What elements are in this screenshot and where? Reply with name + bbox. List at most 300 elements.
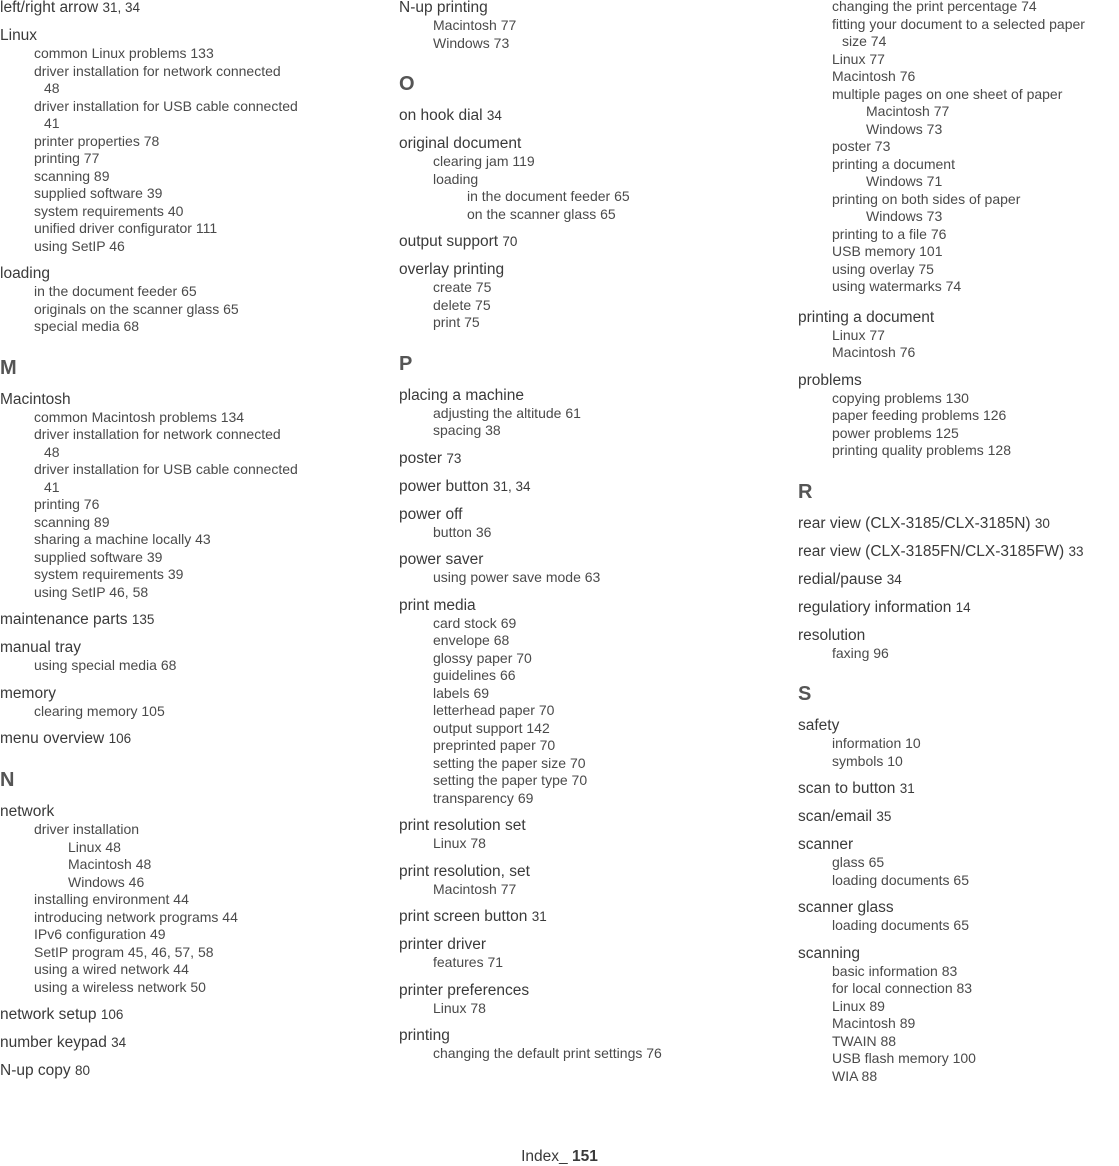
entry-pages: 31, 34 <box>102 0 141 15</box>
subentry-text: Macintosh 77 <box>433 17 517 33</box>
subentry-text: printer properties 78 <box>34 132 160 149</box>
index-entry <box>399 981 789 1018</box>
index-subentry <box>399 314 789 332</box>
index-subentry <box>0 909 390 927</box>
entry-term: output support <box>399 233 499 250</box>
entry-term-line <box>798 514 1119 533</box>
index-subentry <box>0 821 390 839</box>
subentry-text: guidelines 66 <box>433 667 516 683</box>
index-subentry <box>798 753 1119 771</box>
subentry-text: Macintosh 89 <box>832 1015 916 1031</box>
index-subentry <box>798 191 1119 209</box>
index-subentry <box>798 980 1119 998</box>
index-subentry <box>399 569 789 587</box>
subentry-text: print 75 <box>433 314 480 330</box>
index-subentry <box>798 226 1119 244</box>
subentry-text: driver installation for network connected <box>34 62 281 79</box>
entry-term-line <box>798 944 1119 963</box>
section-letter: O <box>399 73 415 95</box>
subentry-text: Macintosh 76 <box>832 344 916 360</box>
entry-term-line <box>0 1005 390 1024</box>
entry-term-line <box>798 716 1119 735</box>
index-subsubentry: Linux 48 <box>68 838 121 855</box>
index-subentry <box>0 220 390 238</box>
entry-term: power saver <box>399 551 484 568</box>
entry-term-line <box>399 505 789 524</box>
subentry-text: IPv6 configuration 49 <box>34 926 166 942</box>
index-entry <box>0 26 390 255</box>
entry-term-line <box>399 816 789 835</box>
index-subentry <box>798 51 1119 69</box>
index-entry <box>399 935 789 972</box>
entry-term: scanner glass <box>798 899 894 916</box>
subentry-text: Macintosh 76 <box>832 68 916 84</box>
entry-term-line <box>0 610 390 629</box>
subentry-text: common Linux problems 133 <box>34 45 214 61</box>
index-subentry <box>798 645 1119 663</box>
index-entry <box>399 596 789 808</box>
subentry-continuation: 48 <box>44 80 60 96</box>
entry-term-line <box>798 835 1119 854</box>
entry-term: poster <box>399 449 443 467</box>
index-subentry <box>798 16 1119 51</box>
subentry-text: for local connection 83 <box>832 980 973 996</box>
entry-term-line <box>0 638 390 657</box>
subentry-continuation: 41 <box>44 115 60 131</box>
index-entry <box>798 835 1119 889</box>
index-subentry <box>399 153 789 171</box>
subentry-text: spacing 38 <box>433 422 501 438</box>
subentry-continuation: 48 <box>44 443 60 460</box>
index-subentry <box>399 772 789 790</box>
index-subentry <box>399 405 789 423</box>
subentry-text: card stock 69 <box>433 614 517 631</box>
subentry-text: driver installation for USB cable connected <box>34 461 298 477</box>
index-subentry <box>798 963 1119 981</box>
subentry-text: in the document feeder 65 <box>34 283 197 299</box>
entry-term: loading <box>0 265 50 282</box>
subentry-text: changing the default print settings 76 <box>433 1045 662 1061</box>
subentry-text: common Macintosh problems 134 <box>34 408 245 425</box>
subentry-text: paper feeding problems 126 <box>832 407 1007 423</box>
entry-term: manual tray <box>0 639 81 656</box>
index-subentry <box>0 203 390 221</box>
index-subentry <box>798 442 1119 460</box>
index-subentry <box>798 1050 1119 1068</box>
entry-term: number keypad <box>0 1034 107 1051</box>
subentry-text: preprinted paper 70 <box>433 737 556 753</box>
entry-term: printing a document <box>798 308 935 326</box>
subentry-text: unified driver configurator 111 <box>34 220 218 236</box>
index-subentry <box>399 1000 789 1018</box>
index-subentry <box>798 1068 1119 1086</box>
entry-term-line <box>0 264 390 283</box>
entry-term-line <box>0 0 390 17</box>
subentry-text: USB memory 101 <box>832 243 943 259</box>
entry-term-line <box>399 477 789 496</box>
subentry-text: loading documents 65 <box>832 871 969 888</box>
index-subsubentry: in the document feeder 65 <box>467 188 630 204</box>
index-subentry <box>399 685 789 703</box>
subentry-text: printing a document <box>832 155 955 172</box>
entry-term: problems <box>798 371 862 389</box>
index-entry <box>399 505 789 542</box>
subentry-text: WIA 88 <box>832 1067 878 1084</box>
entry-term: safety <box>798 717 840 734</box>
index-subentry <box>0 98 390 133</box>
entry-pages: 14 <box>955 599 971 615</box>
subentry-text: driver installation for USB cable connected <box>34 97 298 114</box>
index-subentry <box>399 667 789 685</box>
subentry-text: Linux 77 <box>832 326 885 343</box>
entry-term: original document <box>399 135 522 152</box>
subentry-text: labels 69 <box>433 684 490 701</box>
index-entry <box>798 807 1119 826</box>
subentry-text: poster 73 <box>832 138 891 154</box>
index-subentry <box>0 514 390 532</box>
index-subentry <box>0 461 390 496</box>
subentry-text: driver installation <box>34 821 140 837</box>
subentry-text: changing the print percentage 74 <box>832 0 1037 14</box>
page-footer <box>0 1148 1119 1166</box>
entry-term-line <box>0 390 390 409</box>
subentry-text: button 36 <box>433 523 492 540</box>
entry-pages: 80 <box>74 1063 90 1078</box>
entry-term: on hook dial <box>399 107 483 124</box>
index-entry <box>0 684 390 721</box>
index-subentry <box>798 156 1119 174</box>
entry-term-line <box>0 729 390 748</box>
subentry-text: special media 68 <box>34 318 140 334</box>
subentry-text: SetIP program 45, 46, 57, 58 <box>34 943 214 960</box>
index-subentry <box>0 549 390 567</box>
entry-pages: 34 <box>886 571 902 587</box>
entry-term: print media <box>399 596 476 614</box>
entry-term: Macintosh <box>0 390 71 408</box>
entry-term-line <box>399 981 789 1000</box>
index-entry <box>0 0 390 17</box>
entry-term-line <box>0 1061 390 1080</box>
subentry-text: using watermarks 74 <box>832 278 962 294</box>
subentry-text: using overlay 75 <box>832 260 934 277</box>
subentry-text: printing to a file 76 <box>832 225 947 242</box>
section-letter: N <box>0 769 15 791</box>
index-entry <box>798 371 1119 460</box>
subentry-text: copying problems 130 <box>832 389 969 406</box>
index-subsubentry: on the scanner glass 65 <box>467 205 616 222</box>
index-subentry <box>0 926 390 944</box>
index-column-3 <box>798 0 1119 1094</box>
entry-term-line <box>798 779 1119 798</box>
section-letter: M <box>0 356 17 379</box>
entry-term-line <box>0 684 390 703</box>
subentry-text: Windows 73 <box>433 34 510 51</box>
subentry-text: faxing 96 <box>832 644 889 661</box>
entry-term: left/right arrow <box>0 0 99 16</box>
entry-pages: 31 <box>531 909 547 924</box>
index-subentry <box>399 524 789 542</box>
entry-term: print screen button <box>399 908 528 925</box>
entry-term-line <box>798 570 1119 589</box>
index-entry <box>798 779 1119 798</box>
entry-term-line <box>399 596 789 615</box>
index-subentry <box>798 872 1119 890</box>
index-subentry <box>798 425 1119 443</box>
index-subentry <box>798 86 1119 104</box>
index-subentry <box>0 584 390 602</box>
index-subentry <box>0 238 390 256</box>
entry-term: rear view (CLX-3185/CLX-3185N) <box>798 514 1031 532</box>
index-subsubentry: Windows 73 <box>866 208 943 224</box>
entry-pages: 70 <box>502 234 518 249</box>
subentry-text: clearing memory 105 <box>34 702 165 719</box>
index-subentry <box>399 632 789 650</box>
subentry-text: USB flash memory 100 <box>832 1050 976 1066</box>
subentry-text: setting the paper type 70 <box>433 772 588 788</box>
subentry-text: printing 76 <box>34 496 100 512</box>
entry-term-line <box>798 542 1119 561</box>
index-subentry <box>399 279 789 297</box>
subentry-text: introducing network programs 44 <box>34 908 238 925</box>
index-subentry <box>798 0 1119 16</box>
entry-term-line <box>0 1033 390 1052</box>
subentry-text: symbols 10 <box>832 752 903 769</box>
index-column-1 <box>0 0 390 1089</box>
entry-term: Linux <box>0 27 38 44</box>
entry-term: network setup <box>0 1006 97 1023</box>
index-subentry <box>798 390 1119 408</box>
entry-term: rear view (CLX-3185FN/CLX-3185FW) <box>798 542 1065 560</box>
subentry-text: setting the paper size 70 <box>433 754 586 771</box>
index-subsubentry: Macintosh 77 <box>866 103 950 119</box>
index-entry <box>399 260 789 332</box>
subentry-text: system requirements 39 <box>34 566 184 582</box>
entry-term: scanning <box>798 944 861 962</box>
index-subentry <box>0 301 390 319</box>
entry-term: print resolution, set <box>399 862 530 880</box>
subentry-text: Macintosh 77 <box>433 880 517 897</box>
index-subentry <box>0 657 390 675</box>
entry-pages: 33 <box>1068 543 1084 559</box>
index-entry <box>798 514 1119 533</box>
entry-term: power button <box>399 477 489 495</box>
subentry-text: using SetIP 46, 58 <box>34 583 149 600</box>
index-subentry <box>798 243 1119 261</box>
index-entry <box>399 106 789 125</box>
index-entry <box>0 729 390 748</box>
subentry-text: originals on the scanner glass 65 <box>34 300 239 317</box>
index-subentry <box>399 881 789 899</box>
subentry-text: printing quality problems 128 <box>832 442 1011 458</box>
subentry-text: delete 75 <box>433 296 491 313</box>
subentry-text: Linux 78 <box>433 835 486 851</box>
subentry-text: Linux 89 <box>832 997 885 1014</box>
entry-term: scan/email <box>798 808 873 825</box>
index-subentry <box>798 344 1119 362</box>
index-subentry <box>0 979 390 997</box>
index-subentry <box>399 171 789 189</box>
index-subentry <box>0 45 390 63</box>
index-entry <box>798 898 1119 935</box>
entry-term: printer driver <box>399 936 486 953</box>
subentry-text: driver installation for network connected <box>34 426 281 442</box>
entry-term-line <box>399 550 789 569</box>
index-entry <box>399 0 789 52</box>
index-subentry <box>0 318 390 336</box>
entry-term: menu overview <box>0 730 105 747</box>
entry-term-line <box>399 935 789 954</box>
index-subentry <box>0 133 390 151</box>
index-subentry <box>399 422 789 440</box>
section-letter: P <box>399 352 413 375</box>
index-subentry <box>0 168 390 186</box>
entry-term: network <box>0 803 55 820</box>
entry-term-line <box>399 862 789 881</box>
index-entry <box>399 134 789 223</box>
entry-term: placing a machine <box>399 386 524 404</box>
entry-pages: 34 <box>486 108 502 123</box>
index-subentry <box>798 1015 1119 1033</box>
index-subentry <box>0 531 390 549</box>
subentry-text: supplied software 39 <box>34 185 163 201</box>
subentry-text: power problems 125 <box>832 424 959 441</box>
index-subentry <box>798 278 1119 296</box>
index-subentry <box>0 409 390 427</box>
index-subentry <box>399 650 789 668</box>
index-entry <box>798 716 1119 770</box>
index-subentry <box>399 954 789 972</box>
subentry-text: using a wired network 44 <box>34 961 189 977</box>
subentry-text: sharing a machine locally 43 <box>34 531 211 547</box>
index-entry <box>0 1033 390 1052</box>
entry-term: memory <box>0 684 56 702</box>
index-entry <box>798 308 1119 362</box>
index-entry <box>399 232 789 251</box>
index-subentry <box>0 426 390 461</box>
entry-term: N-up printing <box>399 0 488 16</box>
entry-term-line <box>798 371 1119 390</box>
index-subentry <box>798 68 1119 86</box>
subentry-text: supplied software 39 <box>34 548 163 565</box>
subentry-text: fitting your document to a selected paper <box>832 15 1085 32</box>
entry-term: scanner <box>798 836 854 853</box>
subentry-text: scanning 89 <box>34 167 110 184</box>
subentry-text: glossy paper 70 <box>433 649 532 666</box>
index-subentry <box>399 835 789 853</box>
index-subentry <box>798 998 1119 1016</box>
entry-term: print resolution set <box>399 817 526 834</box>
subentry-text: using a wireless network 50 <box>34 978 206 995</box>
index-subentry <box>798 1033 1119 1051</box>
entry-term: scan to button <box>798 780 896 797</box>
section-letter: R <box>798 480 813 503</box>
index-entry <box>399 1026 789 1063</box>
subentry-text: Linux 78 <box>433 999 486 1016</box>
index-subentry <box>798 854 1119 872</box>
entry-term: printing <box>399 1027 450 1044</box>
index-subentry <box>399 720 789 738</box>
index-entry <box>798 944 1119 1086</box>
index-subentry <box>0 961 390 979</box>
entry-term: overlay printing <box>399 261 505 278</box>
index-entry <box>399 816 789 853</box>
subentry-text: using SetIP 46 <box>34 237 125 254</box>
index-subsubentry: Windows 46 <box>68 873 145 890</box>
subentry-continuation: 41 <box>44 478 60 495</box>
subentry-text: basic information 83 <box>832 962 958 979</box>
subentry-text: adjusting the altitude 61 <box>433 404 581 421</box>
index-entry <box>0 264 390 336</box>
index-entry <box>798 570 1119 589</box>
section-letter: S <box>798 683 812 705</box>
index-subentry <box>798 407 1119 425</box>
index-entry <box>399 862 789 899</box>
entry-term-line <box>0 802 390 821</box>
index-subentry <box>399 790 789 808</box>
subentry-text: information 10 <box>832 735 921 751</box>
entry-pages: 31 <box>899 781 915 796</box>
index-subsubentry: Windows 71 <box>866 173 943 189</box>
index-entry <box>399 550 789 587</box>
entry-term: maintenance parts <box>0 611 128 628</box>
subentry-text: system requirements 40 <box>34 202 184 219</box>
index-subentry <box>798 138 1119 156</box>
index-entry <box>0 390 390 602</box>
entry-term: resolution <box>798 626 866 644</box>
entry-pages: 106 <box>100 1007 124 1022</box>
index-subentry <box>798 261 1119 279</box>
subentry-text: using special media 68 <box>34 657 177 673</box>
index-entry <box>399 449 789 468</box>
entry-term-line <box>399 449 789 468</box>
index-subsubentry: Windows 73 <box>866 120 943 137</box>
index-entry <box>0 610 390 629</box>
index-subentry <box>0 496 390 514</box>
entry-term-line <box>399 386 789 405</box>
subentry-text: multiple pages on one sheet of paper <box>832 85 1063 102</box>
index-subentry <box>798 917 1119 935</box>
index-subentry <box>0 185 390 203</box>
entry-term-line <box>399 1026 789 1045</box>
index-column-2 <box>399 0 789 1072</box>
entry-term-line <box>399 0 789 17</box>
index-subentry <box>798 327 1119 345</box>
entry-term-line <box>399 907 789 926</box>
index-subentry <box>399 17 789 35</box>
entry-term: printer preferences <box>399 981 530 999</box>
entry-pages: 35 <box>876 809 892 824</box>
entry-term-line <box>798 807 1119 826</box>
entry-term-line <box>399 232 789 251</box>
entry-term-line <box>399 106 789 125</box>
entry-pages: 106 <box>108 731 132 746</box>
index-entry <box>0 1061 390 1080</box>
index-subentry <box>0 63 390 98</box>
subentry-text: using power save mode 63 <box>433 569 601 585</box>
index-entry <box>399 386 789 440</box>
subentry-continuation: size 74 <box>842 33 887 49</box>
subentry-text: loading documents 65 <box>832 917 969 933</box>
index-subentry <box>0 944 390 962</box>
footer-label: Index_ <box>521 1148 568 1165</box>
subentry-text: envelope 68 <box>433 632 510 648</box>
index-subsubentry: Macintosh 48 <box>68 856 152 872</box>
index-subentry <box>399 737 789 755</box>
subentry-text: loading <box>433 170 479 187</box>
entry-term: redial/pause <box>798 570 883 588</box>
entry-pages: 135 <box>131 612 155 627</box>
index-subentry <box>0 891 390 909</box>
